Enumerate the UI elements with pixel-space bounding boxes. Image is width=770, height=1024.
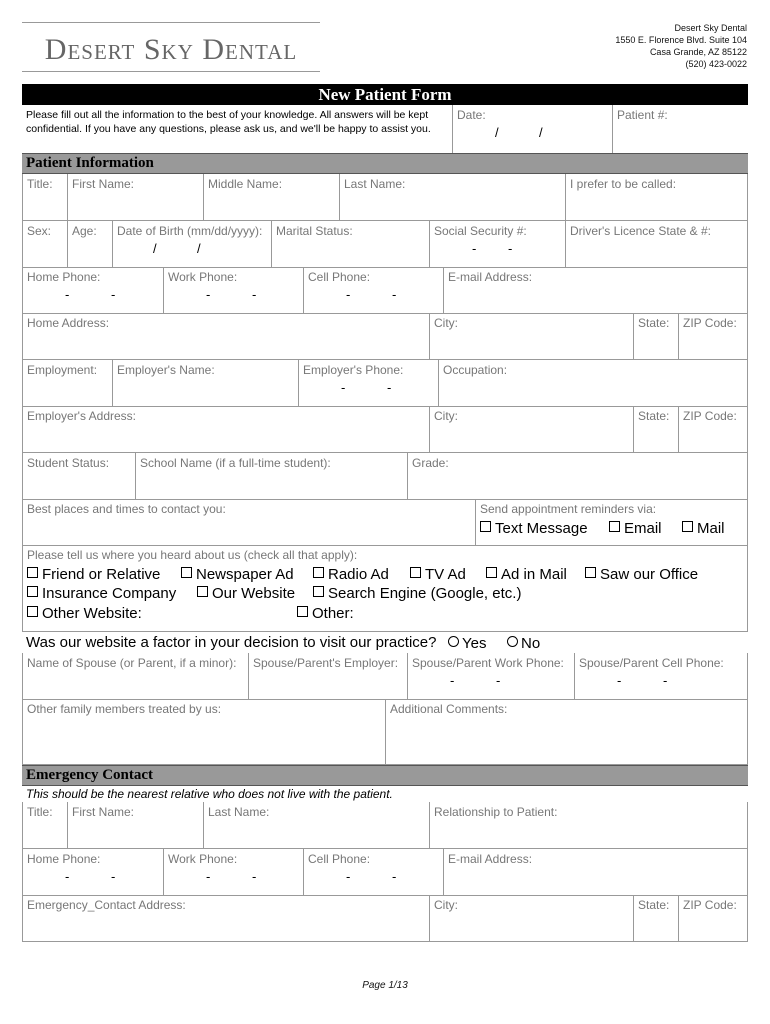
referral-search-engine-checkbox[interactable]: Search Engine (Google, etc.) (313, 585, 521, 602)
spouse-name-field-label: Name of Spouse (or Parent, if a minor): (27, 656, 237, 670)
first-name-field-label: First Name: (72, 177, 135, 191)
first-name-field[interactable] (67, 174, 204, 221)
employer-phone-field[interactable] (298, 360, 439, 407)
field-separator: - (206, 287, 211, 302)
section-emergency-contact (22, 765, 748, 786)
employer-city-field-label: City: (434, 409, 458, 423)
field-separator: / (197, 241, 201, 256)
ssn-field[interactable] (429, 221, 566, 268)
age-field-label: Age: (72, 224, 97, 238)
emergency-relationship-field[interactable] (429, 802, 748, 849)
student-status-field[interactable] (22, 453, 136, 500)
patient-number-field[interactable] (612, 105, 748, 153)
field-separator: - (450, 673, 455, 688)
emergency-title-field[interactable] (22, 802, 68, 849)
practice-phone: (520) 423-0022 (685, 59, 747, 69)
additional-comments-field[interactable] (385, 699, 748, 765)
last-name-field[interactable] (339, 174, 566, 221)
employment-field[interactable] (22, 360, 113, 407)
referral-website-checkbox[interactable]: Our Website (197, 585, 295, 602)
date-field[interactable] (452, 105, 612, 153)
reminder-email-checkbox[interactable]: Email (609, 520, 662, 537)
field-separator: - (206, 869, 211, 884)
drivers-licence-field-label: Driver's Licence State & #: (570, 224, 712, 238)
drivers-licence-field[interactable] (565, 221, 748, 268)
email-field-label: E-mail Address: (448, 270, 533, 284)
sex-field[interactable] (22, 221, 68, 268)
zip-field-label: ZIP Code: (683, 316, 737, 330)
field-separator: - (496, 673, 501, 688)
spouse-employer-field-label: Spouse/Parent's Employer: (253, 656, 399, 670)
referral-source-label: Please tell us where you heard about us (check all that apply): (27, 548, 358, 562)
referral-tv-checkbox[interactable]: TV Ad (410, 566, 466, 583)
practice-address (615, 22, 747, 70)
referral-other-website-checkbox[interactable]: Other Website: (27, 605, 142, 622)
work-phone-field[interactable] (163, 267, 304, 314)
cell-phone-field-label: Cell Phone: (308, 270, 371, 284)
state-field[interactable] (633, 313, 679, 360)
field-separator: - (663, 673, 668, 688)
preferred-name-field-label: I prefer to be called: (570, 177, 677, 191)
work-phone-field-label: Work Phone: (168, 270, 238, 284)
emergency-zip-field[interactable] (678, 895, 748, 942)
emergency-state-field-label: State: (638, 898, 670, 912)
field-separator: - (387, 380, 392, 395)
other-family-field[interactable] (22, 699, 386, 765)
school-name-field-label: School Name (if a full-time student): (140, 456, 331, 470)
title-field-label: Title: (27, 177, 53, 191)
home-phone-field[interactable] (22, 267, 164, 314)
email-field[interactable] (443, 267, 748, 314)
practice-name: Desert Sky Dental (674, 23, 747, 33)
last-name-field-label: Last Name: (344, 177, 406, 191)
spouse-work-phone-field[interactable] (407, 653, 575, 700)
employer-state-field[interactable] (633, 406, 679, 453)
website-factor-yes-radio[interactable]: Yes (444, 635, 486, 652)
emergency-work-phone-field[interactable] (163, 849, 304, 896)
field-separator: - (65, 287, 70, 302)
field-separator: - (252, 869, 257, 884)
reminders-field-label: Send appointment reminders via: (480, 502, 657, 516)
form-title: New Patient Form (22, 84, 748, 105)
patient-number-label: Patient #: (617, 108, 668, 122)
grade-field[interactable] (407, 453, 748, 500)
emergency-first-name-field-label: First Name: (72, 805, 135, 819)
employer-name-field[interactable] (112, 360, 299, 407)
referral-radio-checkbox[interactable]: Radio Ad (313, 566, 389, 583)
age-field[interactable] (67, 221, 113, 268)
zip-field[interactable] (678, 313, 748, 360)
home-phone-field-label: Home Phone: (27, 270, 101, 284)
date-slash: / (539, 125, 543, 140)
emergency-state-field[interactable] (633, 895, 679, 942)
sex-field-label: Sex: (27, 224, 52, 238)
state-field-label: State: (638, 316, 670, 330)
emergency-email-field[interactable] (443, 849, 748, 896)
date-label: Date: (457, 108, 486, 122)
emergency-email-field-label: E-mail Address: (448, 852, 533, 866)
city-field-label: City: (434, 316, 458, 330)
field-separator: - (392, 869, 397, 884)
emergency-home-phone-field[interactable] (22, 849, 164, 896)
emergency-note: This should be the nearest relative who does not live with the patient. (26, 787, 393, 801)
city-state-zip: Casa Grande, AZ 85122 (649, 47, 747, 57)
referral-newspaper-checkbox[interactable]: Newspaper Ad (181, 566, 294, 583)
date-slash: / (495, 125, 499, 140)
other-family-field-label: Other family members treated by us: (27, 702, 222, 716)
emergency-city-field-label: City: (434, 898, 458, 912)
logo (22, 22, 320, 72)
grade-field-label: Grade: (412, 456, 449, 470)
emergency-address-field[interactable] (22, 895, 430, 942)
referral-office-checkbox[interactable]: Saw our Office (585, 566, 698, 583)
reminder-text-checkbox[interactable]: Text Message (480, 520, 588, 537)
spouse-cell-phone-field[interactable] (574, 653, 748, 700)
employer-state-field-label: State: (638, 409, 670, 423)
best-contact-field[interactable] (22, 499, 476, 546)
middle-name-field-label: Middle Name: (208, 177, 283, 191)
emergency-home-phone-field-label: Home Phone: (27, 852, 101, 866)
field-separator: - (508, 241, 513, 256)
date-of-birth-field[interactable] (112, 221, 272, 268)
referral-insurance-checkbox[interactable]: Insurance Company (27, 585, 176, 602)
date-of-birth-field-label: Date of Birth (mm/dd/yyyy): (117, 224, 263, 238)
street-address: 1550 E. Florence Blvd. Suite 104 (615, 35, 747, 45)
student-status-field-label: Student Status: (27, 456, 110, 470)
section-title: Patient Information (26, 155, 154, 171)
referral-friend-checkbox[interactable]: Friend or Relative (27, 566, 160, 583)
occupation-field[interactable] (438, 360, 748, 407)
page-number: Page 1/13 (362, 980, 408, 991)
emergency-cell-phone-field[interactable] (303, 849, 444, 896)
home-address-field-label: Home Address: (27, 316, 110, 330)
employer-city-field[interactable] (429, 406, 634, 453)
employer-address-field-label: Employer's Address: (27, 409, 137, 423)
referral-mail-checkbox[interactable]: Ad in Mail (486, 566, 567, 583)
ssn-field-label: Social Security #: (434, 224, 527, 238)
employment-field-label: Employment: (27, 363, 98, 377)
spouse-work-phone-field-label: Spouse/Parent Work Phone: (412, 656, 564, 670)
emergency-relationship-field-label: Relationship to Patient: (434, 805, 558, 819)
field-separator: - (65, 869, 70, 884)
field-separator: - (111, 869, 116, 884)
field-separator: - (346, 287, 351, 302)
field-separator: - (472, 241, 477, 256)
emergency-city-field[interactable] (429, 895, 634, 942)
employer-name-field-label: Employer's Name: (117, 363, 215, 377)
field-separator: / (153, 241, 157, 256)
emergency-cell-phone-field-label: Cell Phone: (308, 852, 371, 866)
intro-text: Please fill out all the information to the best of your knowledge. All answers will be kept confidential. If you have any questions, please ask us, and we'll be happy to assist you. (26, 109, 431, 135)
emergency-last-name-field[interactable] (203, 802, 430, 849)
emergency-work-phone-field-label: Work Phone: (168, 852, 238, 866)
marital-status-field-label: Marital Status: (276, 224, 353, 238)
title-field[interactable] (22, 174, 68, 221)
emergency-title-field-label: Title: (27, 805, 53, 819)
additional-comments-field-label: Additional Comments: (390, 702, 508, 716)
employer-address-field[interactable] (22, 406, 430, 453)
referral-other-checkbox[interactable]: Other: (297, 605, 354, 622)
logo-text: Desert Sky Dental (44, 33, 298, 66)
cell-phone-field[interactable] (303, 267, 444, 314)
field-separator: - (392, 287, 397, 302)
preferred-name-field[interactable] (565, 174, 748, 221)
emergency-zip-field-label: ZIP Code: (683, 898, 737, 912)
school-name-field[interactable] (135, 453, 408, 500)
spouse-cell-phone-field-label: Spouse/Parent Cell Phone: (579, 656, 724, 670)
field-separator: - (252, 287, 257, 302)
employer-zip-field[interactable] (678, 406, 748, 453)
spouse-name-field[interactable] (22, 653, 249, 700)
emergency-first-name-field[interactable] (67, 802, 204, 849)
home-address-field[interactable] (22, 313, 430, 360)
city-field[interactable] (429, 313, 634, 360)
employer-phone-field-label: Employer's Phone: (303, 363, 404, 377)
website-factor-no-radio[interactable]: No (503, 635, 540, 652)
marital-status-field[interactable] (271, 221, 430, 268)
section-title: Emergency Contact (26, 767, 154, 783)
field-separator: - (341, 380, 346, 395)
website-factor-question: Was our website a factor in your decision to visit our practice? (26, 634, 437, 651)
field-separator: - (111, 287, 116, 302)
field-separator: - (617, 673, 622, 688)
employer-zip-field-label: ZIP Code: (683, 409, 737, 423)
field-separator: - (346, 869, 351, 884)
best-contact-field-label: Best places and times to contact you: (27, 502, 226, 516)
reminder-mail-checkbox[interactable]: Mail (682, 520, 725, 537)
occupation-field-label: Occupation: (443, 363, 508, 377)
spouse-employer-field[interactable] (248, 653, 408, 700)
middle-name-field[interactable] (203, 174, 340, 221)
section-patient-information (22, 153, 748, 174)
emergency-last-name-field-label: Last Name: (208, 805, 270, 819)
emergency-address-field-label: Emergency_Contact Address: (27, 898, 186, 912)
